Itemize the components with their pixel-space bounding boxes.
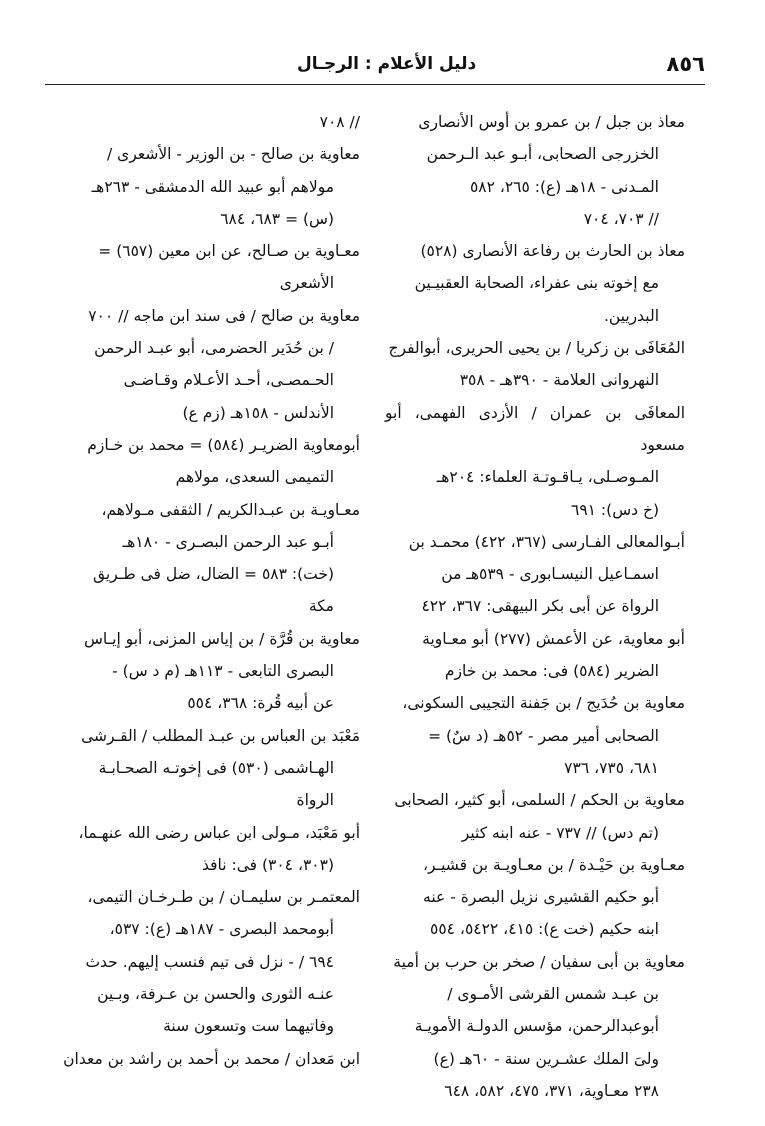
index-entry: [60, 106, 360, 138]
entry-continuation-line: ولىَ الملك عشـرين سنة - ٦٠هـ (ع): [433, 1049, 659, 1068]
entry-headword-line: المعافَى بن عمران / الأزدى الفهمى، أبو مسعود: [385, 403, 685, 454]
entry-headword-line: معاوية بن حُدَيج / بن جَفنة التجيبى السكونى،: [402, 694, 685, 713]
entry-continuation-line: مكة: [308, 597, 334, 616]
entry-continuation-line: البصرى التابعى - ١١٣هـ (م د س) -: [112, 662, 334, 681]
entry-headword-line: معاوية بن أبى سفيان / صخر بن حرب بن أمية: [393, 952, 685, 971]
entry-continuation-line: وفاتيهما ست وتسعون سنة: [163, 1017, 334, 1036]
index-entry: [385, 623, 685, 688]
entry-continuation-line: (خ دس): ٦٩١: [571, 500, 659, 519]
entry-headword-line: ابن مَعدان / محمد بن أحمد بن راشد بن معدان: [63, 1049, 360, 1068]
entry-continuation-line: (س) = ٦٨٣، ٦٨٤: [220, 209, 334, 228]
index-entry: [60, 720, 360, 817]
index-column-right: [385, 106, 685, 1107]
entry-continuation-line: أبومحمد البصرى - ١٨٧هـ (ع): ٥٣٧،: [109, 920, 334, 939]
index-entry: [385, 946, 685, 1107]
entry-continuation-line: ابنه حكيم (خت ع): ٤١٥، ٥٤٢٢، ٥٥٤: [430, 920, 659, 939]
entry-headword-line: معـاويـة بن عبـدالكريم / الثقفى مـولاهم،: [101, 500, 360, 519]
entry-headword-line: معاوية بن الحكم / السلمى، أبو كثير، الصحابى: [394, 791, 685, 810]
index-entry: [385, 784, 685, 849]
entry-headword-line: أبومعاوية الضريـر (٥٨٤) = محمد بن خـازم: [87, 435, 360, 454]
entry-continuation-line: الضرير (٥٨٤) فى: محمد بن خازم: [444, 662, 659, 681]
entry-headword-line: أبـوالمعالى الفـارسى (٣٦٧، ٤٢٢) محمـد بن: [408, 532, 685, 551]
entry-headword-line: معاوية بن قُرَّة / بن إياس المزنى، أبو إيـاس: [83, 629, 360, 648]
entry-continuation-line: عنـه الثورى والحسن بن عـرفة، وبـين: [97, 985, 334, 1004]
index-entry: [385, 106, 685, 235]
entry-headword-line: المُعَافَى بن زكريا / بن يحيى الحريرى، أبوالفرج: [388, 339, 685, 358]
entry-headword-line: معاذ بن الحارث بن رفاعة الأنصارى (٥٢٨): [420, 242, 685, 261]
entry-continuation-line: ٦٩٤ / - نزل فى تيم فنسب إليهم. حدث: [85, 952, 334, 971]
page-number: ٨٥٦: [666, 52, 705, 76]
index-entry: [60, 881, 360, 1042]
entry-headword-line: أبو معاوية، عن الأعمش (٢٧٧) أبو معـاوية: [422, 629, 685, 648]
entry-headword-line: المعتمـر بن سليمـان / بن طـرخـان التيمى،: [87, 888, 360, 907]
index-entry: [60, 300, 360, 429]
entry-continuation-line: / بن حُدَير الحضرمى، أبو عبـد الرحمن: [94, 339, 334, 358]
entry-continuation-line: البدريين.: [603, 306, 659, 325]
entry-continuation-line: الأندلس - ١٥٨هـ (زم ع): [182, 403, 334, 422]
entry-continuation-line: المـوصـلى، يـاقـوتـة العلماء: ٢٠٤هـ: [436, 468, 659, 487]
index-entry: [385, 332, 685, 397]
index-entry: [385, 397, 685, 526]
index-entry: [60, 494, 360, 623]
entry-continuation-line: الأشعرى: [279, 274, 334, 293]
entry-continuation-line: (خت): ٥٨٣ = الضال، ضل فى طـريق: [92, 565, 334, 584]
index-entry: [385, 526, 685, 623]
entry-continuation-line: المـدنى - ١٨هـ (ع): ٢٦٥، ٥٨٢: [469, 177, 659, 196]
entry-continuation-line: عن أبيه قُرة: ٣٦٨، ٥٥٤: [187, 694, 334, 713]
page-header: [45, 48, 705, 85]
entry-headword-line: معاوية بن صالح - بن الوزير - الأشعرى /: [107, 145, 360, 164]
entry-headword-line: مَعْبَد بن العباس بن عبـد المطلب / القـرشى: [81, 726, 360, 745]
index-entry: [60, 138, 360, 235]
entry-headword-line: معاوية بن صالح / فى سند ابن ماجه // ٧٠٠: [88, 306, 360, 325]
index-entry: [60, 429, 360, 494]
entry-continuation-line: مولاهم أبو عبيد الله الدمشقى - ٢٦٣هـ: [91, 177, 334, 196]
entry-headword-line: // ٧٠٨: [319, 113, 360, 131]
entry-headword-line: أبو مَعْبَد، مـولى ابن عباس رضى الله عنهـما،: [78, 823, 360, 842]
entry-continuation-line: اسمـاعيل النيسـابورى - ٥٣٩هـ من: [441, 565, 659, 584]
entry-continuation-line: الرواة عن أبى بكر البيهقى: ٣٦٧، ٤٢٢: [421, 597, 659, 616]
entry-continuation-line: النهروانى العلامة - ٣٩٠هـ - ٣٥٨: [459, 371, 659, 390]
entry-continuation-line: // ٧٠٣، ٧٠٤: [583, 209, 659, 228]
entry-continuation-line: (٣٠٣، ٣٠٤) فى: نافذ: [201, 855, 334, 874]
entry-continuation-line: ٦٨١، ٧٣٥، ٧٣٦: [564, 758, 659, 777]
index-entry: [60, 623, 360, 720]
entry-continuation-line: أبو حكيم القشيرى نزيل البصرة - عنه: [423, 888, 659, 907]
entry-continuation-line: الرواة: [296, 791, 334, 810]
index-entry: [60, 1043, 360, 1075]
entry-continuation-line: الهـاشمى (٥٣٠) فى إخوتـه الصحـابـة: [98, 758, 334, 777]
index-entry: [385, 687, 685, 784]
entry-continuation-line: بن عبـد شمس القرشى الأمـوى /: [447, 985, 659, 1004]
index-entry: [385, 235, 685, 332]
entry-continuation-line: الخزرجى الصحابى، أبـو عبد الـرحمن: [426, 145, 659, 164]
entry-headword-line: معـاوية بن حَيْـدة / بن معـاويـة بن قشيـر،: [423, 855, 685, 874]
entry-headword-line: معاذ بن جبل / بن عمرو بن أوس الأنصارى: [418, 113, 685, 131]
entry-continuation-line: مع إخوته بنى عفراء، الصحابة العقبيـين: [414, 274, 659, 293]
index-entry: [60, 235, 360, 300]
entry-continuation-line: ٢٣٨ معـاوية، ٣٧١، ٤٧٥، ٥٨٢، ٦٤٨: [444, 1081, 659, 1100]
index-column-left: [60, 106, 360, 1075]
entry-continuation-line: أبـو عبد الرحمن البصـرى - ١٨٠هـ: [122, 532, 334, 551]
index-entry: [60, 817, 360, 882]
entry-continuation-line: التميمى السعدى، مولاهم: [175, 468, 334, 487]
entry-continuation-line: (تم دس) // ٧٣٧ - عنه ابنه كثير: [461, 823, 659, 842]
entry-continuation-line: الحـمصـى، أحـد الأعـلام وقـاضـى: [123, 371, 334, 390]
entry-continuation-line: الصحابى أمير مصر - ٥٢هـ (د سٌ) =: [428, 726, 659, 745]
entry-continuation-line: أبوعبدالرحمن، مؤسس الدولـة الأمويـة: [414, 1017, 659, 1036]
index-entry: [385, 849, 685, 946]
entry-headword-line: معـاوية بن صـالح، عن ابن معين (٦٥٧) =: [98, 242, 360, 261]
running-title: دليل الأعلام : الرجـال: [297, 54, 477, 74]
